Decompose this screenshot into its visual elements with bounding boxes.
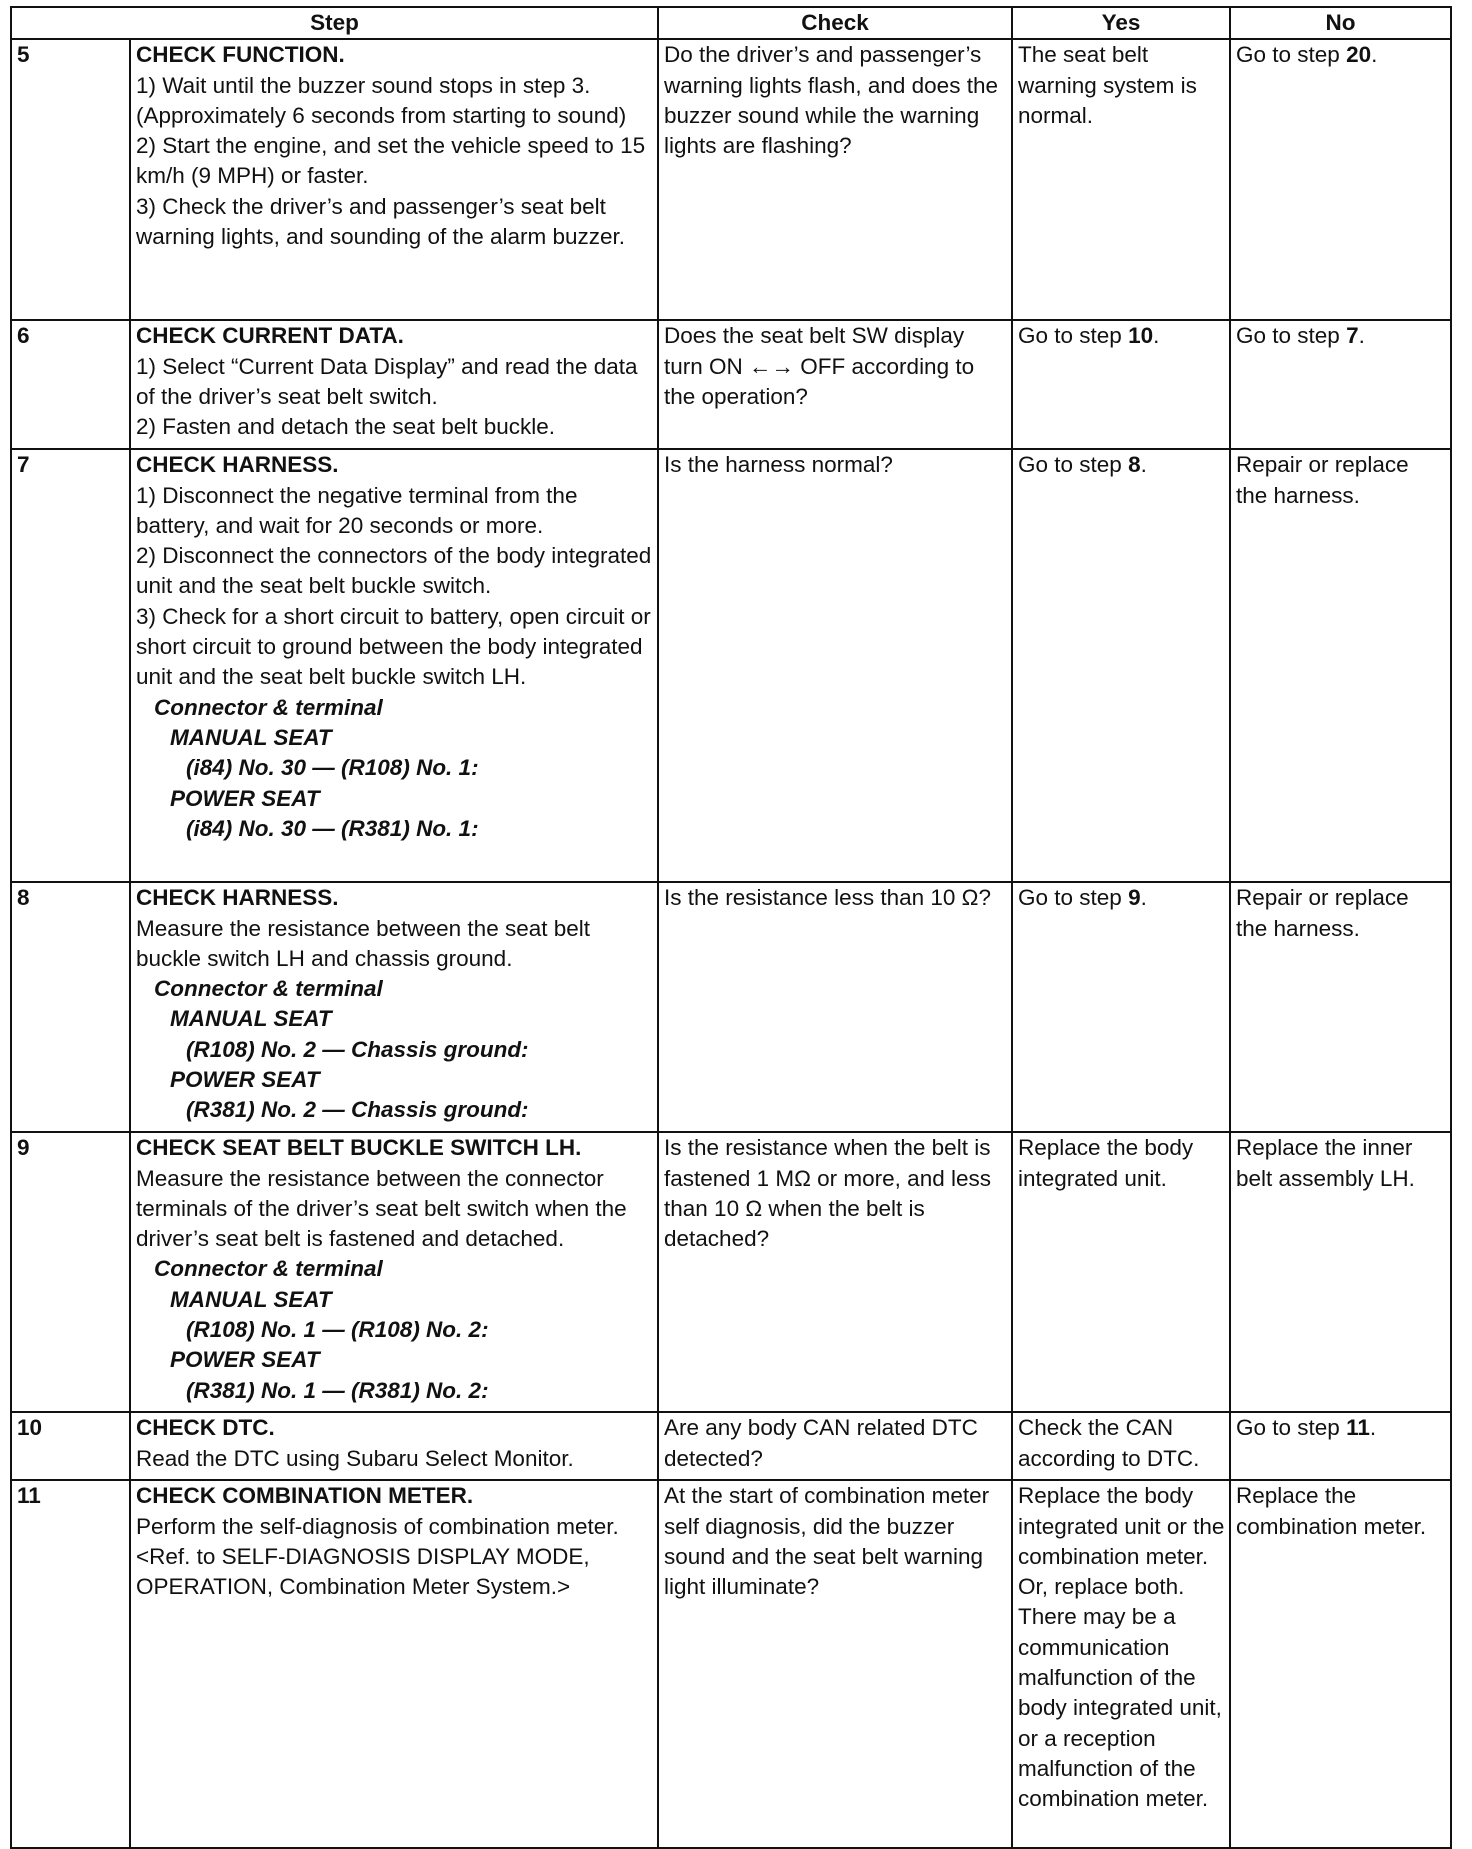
step-line: 2) Disconnect the connectors of the body integrated unit and the seat belt buckle switch. (136, 543, 652, 599)
yes-text-end: . (1153, 323, 1160, 349)
step-cell (130, 449, 658, 882)
step-cell (130, 1480, 658, 1848)
manual-seat-terminal: (R108) No. 2 — Chassis ground: (186, 1036, 529, 1062)
check-cell: Does the seat belt SW display turn ON ←→ OFF according to the operation? (658, 320, 1012, 449)
step-number: 11 (11, 1480, 130, 1848)
connector-heading: Connector & terminal (154, 976, 383, 1002)
step-cell (130, 882, 658, 1132)
check-cell: Is the harness normal? (658, 449, 1012, 882)
no-cell: Replace the inner belt assembly LH. (1230, 1132, 1451, 1412)
step-line: Perform the self-diagnosis of combination meter. <Ref. to SELF-DIAGNOSIS DISPLAY MODE, OPERATION, Combination Meter System.> (136, 1513, 619, 1600)
manual-seat-terminal: (R108) No. 1 — (R108) No. 2: (186, 1317, 489, 1343)
no-text-end: . (1371, 42, 1378, 68)
yes-text-end: . (1140, 885, 1147, 911)
manual-seat-label: MANUAL SEAT (170, 1286, 332, 1312)
power-seat-terminal: (R381) No. 2 — Chassis ground: (186, 1097, 529, 1123)
step-cell (130, 1412, 658, 1480)
manual-seat-label: MANUAL SEAT (170, 724, 332, 750)
table-row (11, 882, 1451, 1132)
no-text-end: . (1358, 323, 1365, 349)
power-seat-terminal: (i84) No. 30 — (R381) No. 1: (186, 815, 479, 841)
table-row (11, 1132, 1451, 1412)
no-step-ref: 20 (1346, 42, 1372, 68)
table-row (11, 1480, 1451, 1848)
yes-text: Go to step (1018, 885, 1129, 911)
step-title: CHECK COMBINATION METER. (136, 1483, 474, 1509)
step-line: 3) Check for a short circuit to battery, open circuit or short circuit to ground between the body integrated unit and the seat belt buckle switch LH. (136, 603, 651, 690)
no-cell: Repair or replace the harness. (1230, 449, 1451, 882)
diagnostic-table (10, 6, 1452, 1849)
check-cell: Do the driver’s and passenger’s warning lights flash, and does the buzzer sound while the warning lights are flashing? (658, 39, 1012, 320)
no-text: Go to step (1236, 42, 1347, 68)
no-cell (1230, 39, 1451, 320)
check-cell: At the start of combination meter self diagnosis, did the buzzer sound and the seat belt warning light illuminate? (658, 1480, 1012, 1848)
step-number: 9 (11, 1132, 130, 1412)
power-seat-terminal: (R381) No. 1 — (R381) No. 2: (186, 1377, 489, 1403)
header-check: Check (658, 7, 1012, 39)
yes-cell (1012, 449, 1230, 882)
check-cell: Are any body CAN related DTC detected? (658, 1412, 1012, 1480)
no-text-end: . (1369, 1415, 1377, 1441)
table-row (11, 449, 1451, 882)
power-seat-label: POWER SEAT (170, 1067, 320, 1093)
step-line: 3) Check the driver’s and passenger’s seat belt warning lights, and sounding of the alarm buzzer. (136, 193, 626, 250)
yes-cell (1012, 882, 1230, 1132)
connector-heading: Connector & terminal (154, 694, 383, 720)
check-cell: Is the resistance less than 10 Ω? (658, 882, 1012, 1132)
no-text: Go to step (1236, 1415, 1347, 1441)
yes-text: Go to step (1018, 323, 1129, 349)
yes-text-end: . (1140, 452, 1147, 478)
manual-seat-terminal: (i84) No. 30 — (R108) No. 1: (186, 755, 479, 781)
step-title: CHECK HARNESS. (136, 885, 339, 911)
step-cell (130, 1132, 658, 1412)
step-cell (130, 320, 658, 449)
yes-step-ref: 10 (1128, 323, 1154, 349)
step-number: 5 (11, 39, 130, 320)
header-row (11, 7, 1451, 39)
header-yes: Yes (1012, 7, 1230, 39)
no-text: Go to step (1236, 323, 1347, 349)
step-line: Measure the resistance between the seat belt buckle switch LH and chassis ground. (136, 915, 591, 971)
step-line: 1) Select “Current Data Display” and read the data of the driver’s seat belt switch. (136, 353, 638, 409)
step-number: 10 (11, 1412, 130, 1480)
power-seat-label: POWER SEAT (170, 1347, 320, 1373)
manual-seat-label: MANUAL SEAT (170, 1006, 332, 1032)
step-title: CHECK SEAT BELT BUCKLE SWITCH LH. (136, 1135, 582, 1161)
step-line: 1) Wait until the buzzer sound stops in step 3. (Approximately 6 seconds from starting to sound) (136, 72, 627, 128)
step-number: 6 (11, 320, 130, 449)
step-line: 2) Start the engine, and set the vehicle speed to 15 km/h (9 MPH) or faster. (136, 133, 646, 189)
no-cell (1230, 1412, 1451, 1480)
header-step: Step (11, 7, 658, 39)
yes-cell: The seat belt warning system is normal. (1012, 39, 1230, 320)
no-cell (1230, 320, 1451, 449)
step-title: CHECK DTC. (136, 1415, 275, 1441)
no-step-ref: 7 (1346, 323, 1359, 349)
yes-step-ref: 8 (1128, 452, 1141, 478)
step-line: 2) Fasten and detach the seat belt buckle. (136, 414, 556, 440)
table-row (11, 1412, 1451, 1480)
yes-cell: Replace the body integrated unit or the combination meter. Or, replace both. There may be a communication malfunction of the body integrated unit, or a reception malfunction of the combination meter. (1012, 1480, 1230, 1848)
header-no: No (1230, 7, 1451, 39)
step-number: 8 (11, 882, 130, 1132)
step-title: CHECK HARNESS. (136, 452, 339, 478)
step-line: Read the DTC using Subaru Select Monitor. (136, 1445, 574, 1471)
step-title: CHECK FUNCTION. (136, 42, 345, 68)
yes-text: Go to step (1018, 452, 1129, 478)
step-cell (130, 39, 658, 320)
no-cell: Repair or replace the harness. (1230, 882, 1451, 1132)
step-number: 7 (11, 449, 130, 882)
no-cell: Replace the combination meter. (1230, 1480, 1451, 1848)
table-row (11, 39, 1451, 320)
step-line: 1) Disconnect the negative terminal from the battery, and wait for 20 seconds or more. (136, 482, 578, 538)
yes-step-ref: 9 (1128, 885, 1141, 911)
check-cell: Is the resistance when the belt is fastened 1 MΩ or more, and less than 10 Ω when the belt is detached? (658, 1132, 1012, 1412)
table-row (11, 320, 1451, 449)
no-step-ref: 11 (1346, 1415, 1370, 1441)
yes-cell: Check the CAN according to DTC. (1012, 1412, 1230, 1480)
connector-heading: Connector & terminal (154, 1256, 383, 1282)
step-title: CHECK CURRENT DATA. (136, 323, 404, 349)
yes-cell (1012, 320, 1230, 449)
yes-cell: Replace the body integrated unit. (1012, 1132, 1230, 1412)
step-line: Measure the resistance between the connector terminals of the driver’s seat belt switch when the driver’s seat belt is fastened and detached. (136, 1165, 627, 1252)
power-seat-label: POWER SEAT (170, 785, 320, 811)
